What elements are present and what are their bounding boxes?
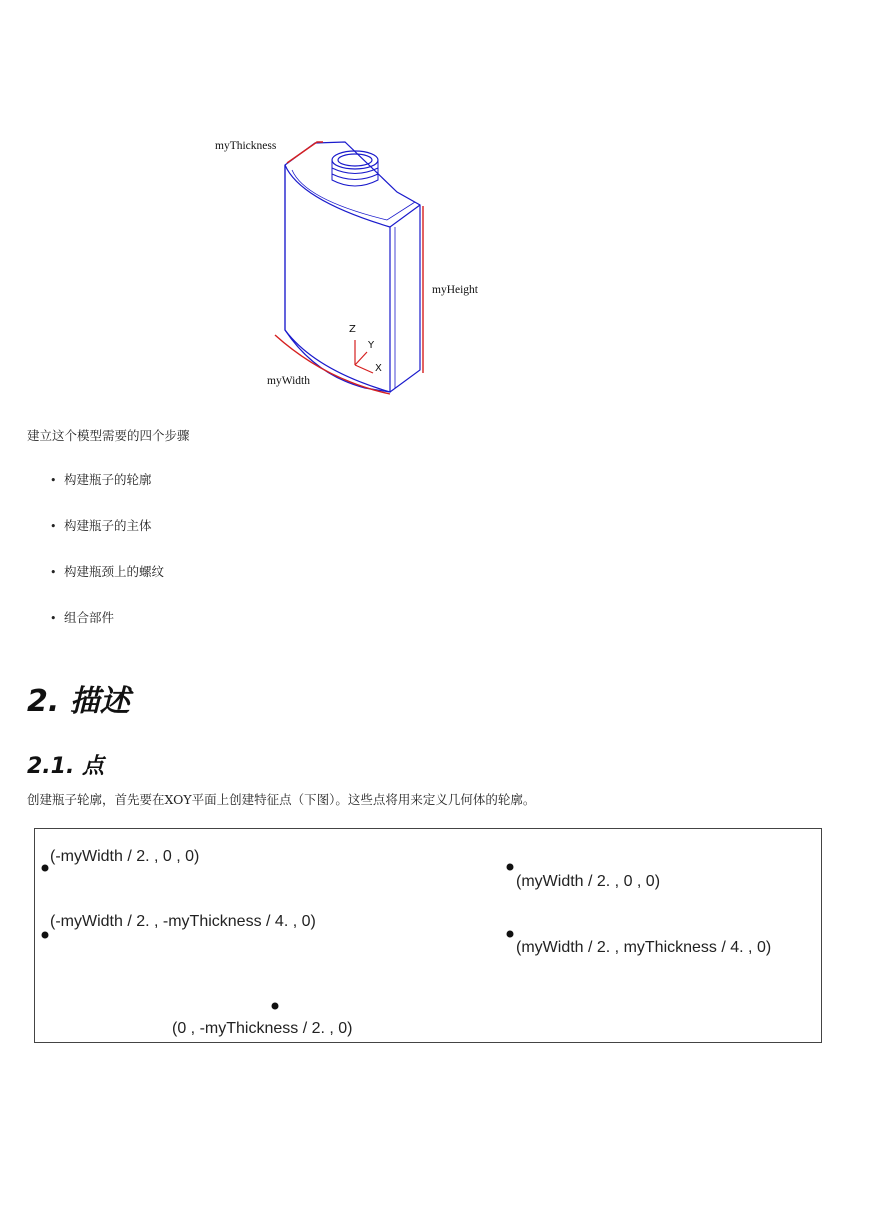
- bottle-neck-inner: [338, 154, 372, 166]
- bullet-icon: •: [50, 566, 57, 579]
- bottle-diagram: [205, 130, 505, 400]
- point-label: (-myWidth / 2. , 0 , 0): [50, 848, 200, 865]
- step-label: 构建瓶子的轮廓: [64, 472, 152, 487]
- bottle-shoulder-inner: [292, 170, 415, 220]
- points-svg: [35, 829, 821, 1042]
- section-heading: 2. 描述: [27, 684, 130, 719]
- list-item: [50, 470, 164, 516]
- subsection-heading: 2.1. 点: [27, 754, 104, 779]
- list-item: [50, 608, 164, 654]
- thickness-dimension-line: [287, 142, 323, 163]
- z-axis-label: Z: [349, 324, 356, 335]
- y-axis-line: [355, 352, 367, 365]
- point-marker: [507, 864, 514, 871]
- x-axis-line: [355, 365, 373, 373]
- bottle-neck-threads: [332, 160, 378, 186]
- bullet-icon: •: [50, 474, 57, 487]
- bottle-front-face: [285, 165, 390, 392]
- point-marker: [272, 1003, 279, 1010]
- bullet-icon: •: [50, 612, 57, 625]
- steps-list: [50, 470, 164, 654]
- point-label: (myWidth / 2. , 0 , 0): [516, 873, 661, 890]
- height-label: myHeight: [432, 284, 478, 296]
- bottle-figure: [205, 130, 505, 400]
- point-label: (myWidth / 2. , myThickness / 4. , 0): [516, 939, 772, 956]
- width-label: myWidth: [267, 375, 310, 387]
- point-marker: [42, 865, 49, 872]
- points-diagram: [34, 828, 822, 1043]
- bottle-shoulder: [285, 165, 420, 227]
- step-label: 构建瓶颈上的螺纹: [64, 564, 165, 579]
- list-item: [50, 562, 164, 608]
- y-axis-label: Y: [368, 340, 375, 351]
- x-axis-label: X: [375, 363, 382, 374]
- step-label: 组合部件: [64, 610, 115, 625]
- point-marker: [507, 931, 514, 938]
- point-label: (-myWidth / 2. , -myThickness / 4. , 0): [50, 913, 316, 930]
- thickness-label: myThickness: [215, 140, 277, 152]
- bullet-icon: •: [50, 520, 57, 533]
- description-text: 创建瓶子轮廓，首先要在XOY平面上创建特征点（下图）。这些点将用来定义几何体的轮廓。: [27, 792, 536, 807]
- list-item: [50, 516, 164, 562]
- point-label: (0 , -myThickness / 2. , 0): [172, 1020, 353, 1037]
- point-marker: [42, 932, 49, 939]
- intro-text: 建立这个模型需要的四个步骤: [27, 428, 190, 443]
- step-label: 构建瓶子的主体: [64, 518, 152, 533]
